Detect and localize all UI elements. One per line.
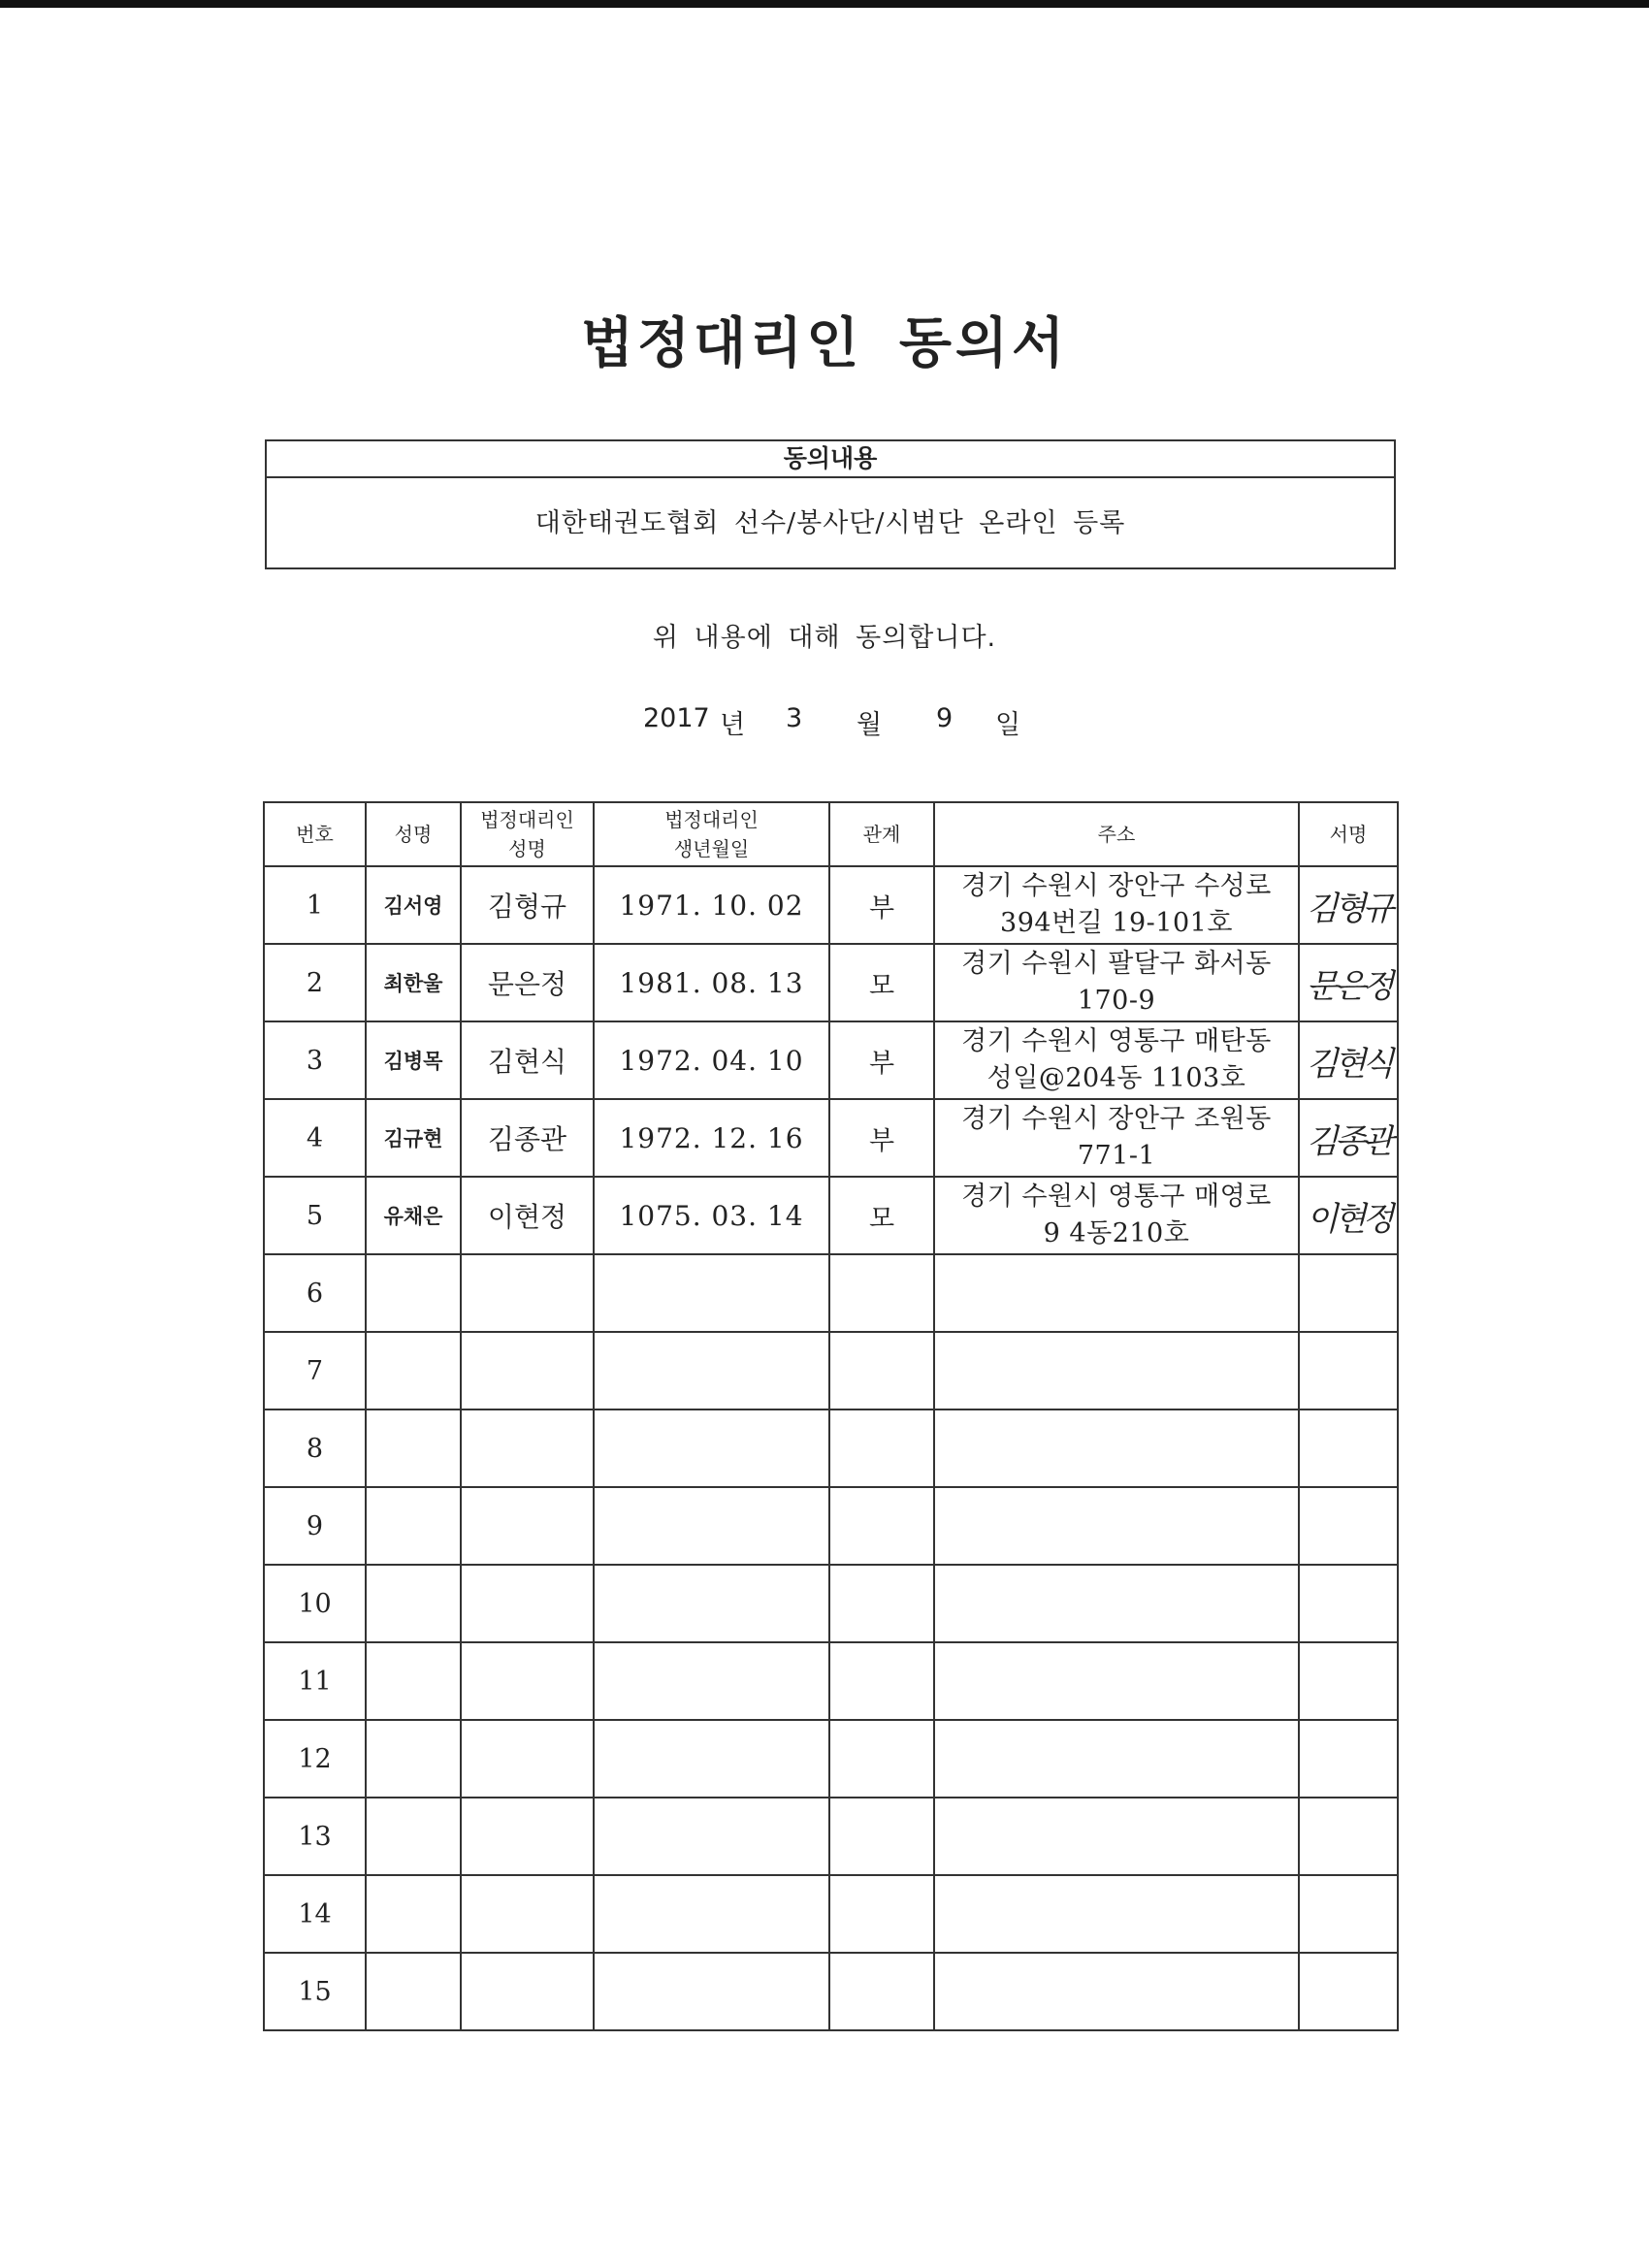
table-row [264,944,1398,1021]
cell-guardian-name: 김형규 [461,866,594,944]
cell-guardian-name: 김현식 [461,1021,594,1099]
cell-relation: 부 [829,1099,934,1177]
table-row [264,1953,1398,2030]
cell-name: 김병목 [366,1021,461,1099]
cell-guardian-name [461,1875,594,1953]
cell-name [366,1953,461,2030]
cell-relation: 모 [829,944,934,1021]
header-guardian-birth [594,802,829,866]
table-row [264,1332,1398,1409]
cell-guardian-birth: 1075. 03. 14 [594,1177,829,1254]
header-guardian-name [461,802,594,866]
cell-no: 14 [264,1875,366,1953]
cell-guardian-birth [594,1487,829,1565]
cell-name [366,1875,461,1953]
cell-no: 4 [264,1099,366,1177]
cell-signature [1299,1254,1398,1332]
address-line-1: 경기 수원시 장안구 조원동 [961,1104,1272,1134]
table-row [264,1565,1398,1642]
cell-relation [829,1720,934,1798]
address-line-1: 경기 수원시 영통구 매탄동 [961,1026,1272,1056]
cell-signature: 김형규 [1299,866,1398,944]
table-row [264,1021,1398,1099]
table-row [264,866,1398,944]
cell-name: 김서영 [366,866,461,944]
guardian-table [263,801,1399,2031]
address-line-1: 경기 수원시 영통구 매영로 [961,1182,1272,1212]
cell-no: 6 [264,1254,366,1332]
cell-address [934,1099,1299,1177]
header-guardian-name-line1: 법정대리인 [480,808,574,831]
agreement-statement: 위 내용에 대해 동의합니다. [652,623,997,653]
table-row [264,1875,1398,1953]
cell-guardian-name [461,1332,594,1409]
table-row [264,1798,1398,1875]
cell-name [366,1642,461,1720]
cell-guardian-name: 문은정 [461,944,594,1021]
address-line-2: 170-9 [1077,986,1156,1016]
cell-relation [829,1798,934,1875]
cell-signature [1299,1487,1398,1565]
cell-address [934,1021,1299,1099]
header-relation: 관계 [829,802,934,866]
cell-name: 유채은 [366,1177,461,1254]
cell-relation: 모 [829,1177,934,1254]
address-line-1: 경기 수원시 장안구 수성로 [961,871,1272,901]
consent-box [265,439,1396,569]
table-row [264,1177,1398,1254]
cell-signature [1299,1953,1398,2030]
cell-guardian-name [461,1565,594,1642]
cell-name [366,1565,461,1642]
table-row [264,1099,1398,1177]
cell-guardian-birth [594,1565,829,1642]
cell-name: 최한울 [366,944,461,1021]
table-row [264,1720,1398,1798]
cell-guardian-birth [594,1254,829,1332]
document-title: 법정대리인 동의서 [580,312,1069,375]
cell-guardian-name [461,1487,594,1565]
cell-relation [829,1409,934,1487]
date-month-unit: 월 [857,710,883,740]
cell-signature [1299,1409,1398,1487]
cell-address [934,1254,1299,1332]
date-year-unit: 년 [720,710,746,740]
cell-signature [1299,1332,1398,1409]
cell-guardian-birth: 1981. 08. 13 [594,944,829,1021]
table-row [264,1487,1398,1565]
cell-address [934,1953,1299,2030]
table-header-row [264,802,1398,866]
cell-relation [829,1953,934,2030]
cell-name [366,1254,461,1332]
cell-no: 15 [264,1953,366,2030]
cell-guardian-birth [594,1875,829,1953]
cell-guardian-birth: 1972. 12. 16 [594,1099,829,1177]
cell-guardian-name [461,1720,594,1798]
cell-address [934,1332,1299,1409]
cell-no: 11 [264,1642,366,1720]
cell-guardian-name [461,1798,594,1875]
cell-relation: 부 [829,866,934,944]
address-line-1: 경기 수원시 팔달구 화서동 [961,949,1272,979]
header-guardian-name-line2: 성명 [508,837,546,860]
header-guardian-birth-line2: 생년월일 [673,837,750,860]
cell-no: 1 [264,866,366,944]
cell-address [934,1642,1299,1720]
consent-content: 대한태권도협회 선수/봉사단/시범단 온라인 등록 [534,508,1126,538]
cell-guardian-birth: 1971. 10. 02 [594,866,829,944]
cell-name: 김규현 [366,1099,461,1177]
cell-relation [829,1875,934,1953]
cell-signature: 문은정 [1299,944,1398,1021]
cell-address [934,866,1299,944]
table-row [264,1409,1398,1487]
cell-address [934,1409,1299,1487]
cell-signature [1299,1798,1398,1875]
cell-signature: 이현정 [1299,1177,1398,1254]
header-guardian-birth-line1: 법정대리인 [664,808,759,831]
cell-no: 9 [264,1487,366,1565]
cell-guardian-birth [594,1798,829,1875]
date-day-unit: 일 [995,710,1021,740]
header-no: 번호 [264,802,366,866]
cell-guardian-birth [594,1332,829,1409]
cell-relation [829,1332,934,1409]
cell-address [934,1875,1299,1953]
scan-top-edge [0,0,1649,8]
cell-no: 12 [264,1720,366,1798]
cell-signature: 김종관 [1299,1099,1398,1177]
cell-name [366,1409,461,1487]
cell-guardian-name: 김종관 [461,1099,594,1177]
cell-address [934,1487,1299,1565]
cell-signature [1299,1875,1398,1953]
cell-relation [829,1254,934,1332]
address-line-2: 771-1 [1077,1141,1156,1171]
header-name: 성명 [366,802,461,866]
date-month: 3 [786,703,803,733]
header-address: 주소 [934,802,1299,866]
cell-name [366,1332,461,1409]
cell-guardian-name: 이현정 [461,1177,594,1254]
cell-address [934,1798,1299,1875]
cell-relation [829,1565,934,1642]
address-line-2: 9 4동210호 [1043,1218,1190,1248]
cell-signature [1299,1565,1398,1642]
table-row [264,1642,1398,1720]
cell-no: 8 [264,1409,366,1487]
cell-guardian-birth [594,1953,829,2030]
date-day: 9 [936,703,954,733]
cell-guardian-birth [594,1409,829,1487]
cell-no: 3 [264,1021,366,1099]
cell-name [366,1798,461,1875]
cell-guardian-birth [594,1642,829,1720]
cell-no: 5 [264,1177,366,1254]
cell-no: 2 [264,944,366,1021]
date-year: 2017 [643,703,710,733]
consent-header: 동의내용 [267,441,1394,478]
cell-signature [1299,1720,1398,1798]
cell-no: 7 [264,1332,366,1409]
cell-no: 10 [264,1565,366,1642]
cell-name [366,1487,461,1565]
header-signature: 서명 [1299,802,1398,866]
address-line-2: 성일@204동 1103호 [986,1063,1246,1093]
table-row [264,1254,1398,1332]
cell-address [934,1177,1299,1254]
cell-address [934,1565,1299,1642]
cell-guardian-name [461,1409,594,1487]
address-line-2: 394번길 19-101호 [1000,908,1233,938]
cell-name [366,1720,461,1798]
cell-guardian-name [461,1953,594,2030]
cell-guardian-name [461,1642,594,1720]
cell-relation [829,1642,934,1720]
cell-address [934,1720,1299,1798]
cell-guardian-birth: 1972. 04. 10 [594,1021,829,1099]
cell-guardian-birth [594,1720,829,1798]
cell-relation: 부 [829,1021,934,1099]
cell-relation [829,1487,934,1565]
cell-signature [1299,1642,1398,1720]
cell-address [934,944,1299,1021]
cell-signature: 김현식 [1299,1021,1398,1099]
cell-guardian-name [461,1254,594,1332]
cell-no: 13 [264,1798,366,1875]
